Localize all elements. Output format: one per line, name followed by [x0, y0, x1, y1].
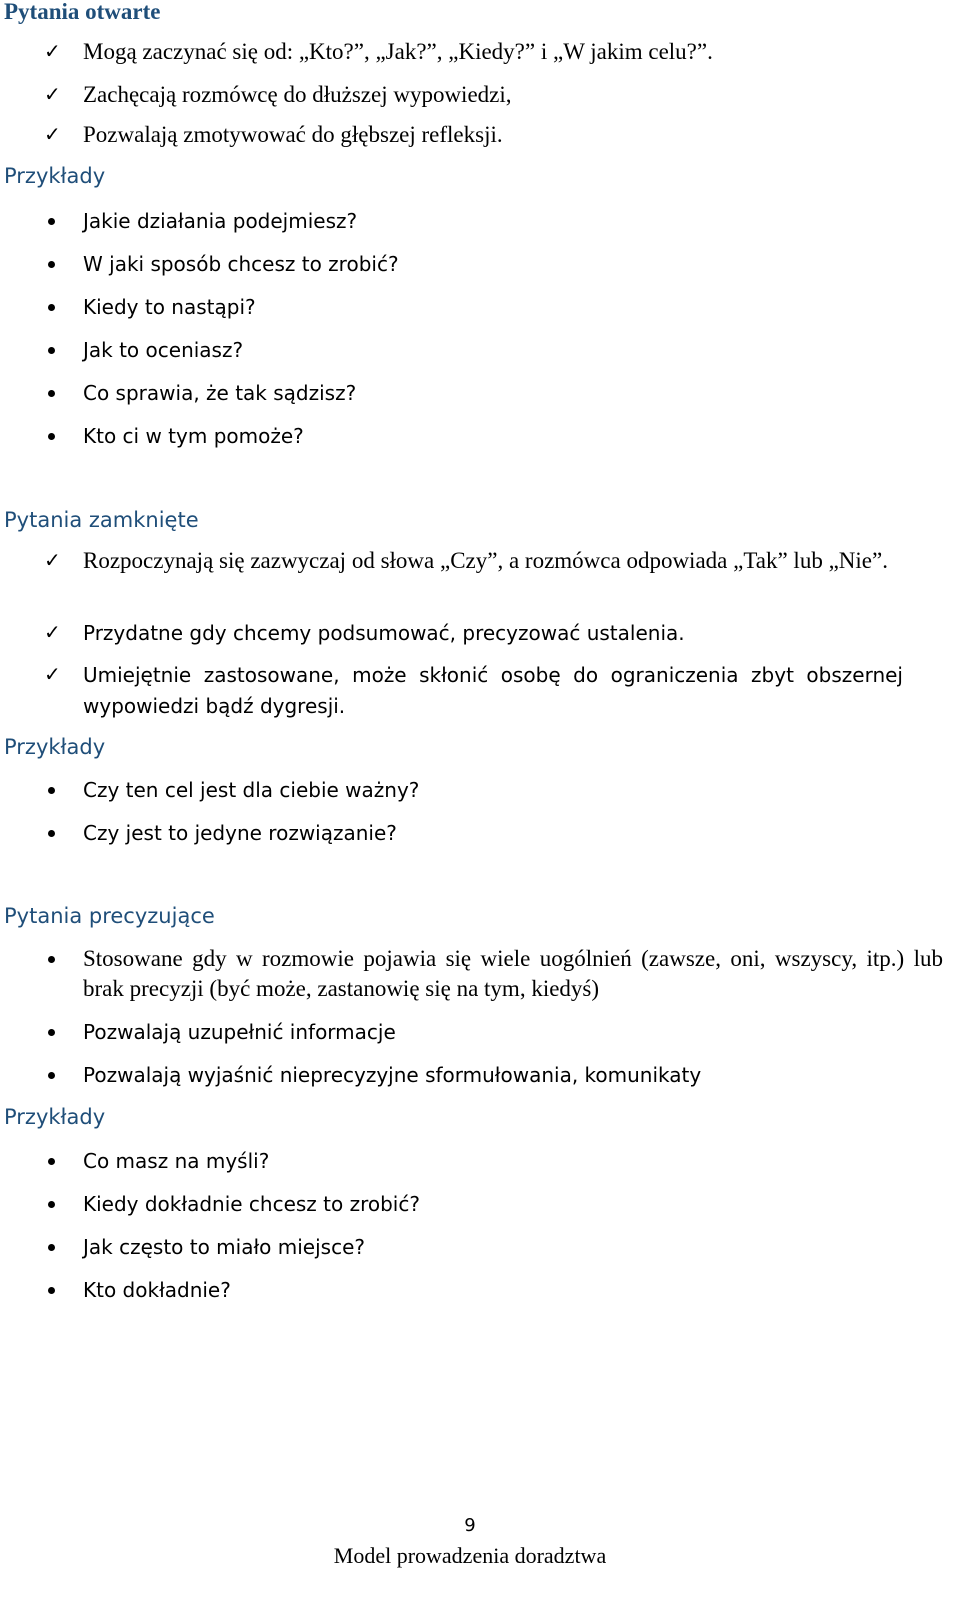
bullet-icon: [48, 956, 55, 963]
list-item-text: Przydatne gdy chcemy podsumować, precyzować ustalenia.: [83, 621, 685, 645]
examples-heading: Przykłady: [4, 164, 106, 188]
checkmark-icon: ✓: [44, 662, 61, 686]
bullet-icon: [48, 1072, 55, 1079]
bullet-icon: [48, 1158, 55, 1165]
list-item-text: Zachęcają rozmówcę do dłuższej wypowiedzi,: [83, 82, 512, 107]
checkmark-icon: ✓: [44, 548, 61, 572]
list-item-text: Jak często to miało miejsce?: [83, 1235, 365, 1259]
bullet-icon: [48, 304, 55, 311]
bullet-icon: [48, 433, 55, 440]
bullet-icon: [48, 1287, 55, 1294]
page-number: 9: [464, 1515, 476, 1536]
list-item-text: Kto ci w tym pomoże?: [83, 424, 304, 448]
list-item-text: Mogą zaczynać się od: „Kto?”, „Jak?”, „Kiedy?” i „W jakim celu?”.: [83, 39, 713, 64]
footer-title: Model prowadzenia doradztwa: [333, 1543, 607, 1568]
list-item-text: Pozwalają zmotywować do głębszej refleksji.: [83, 122, 503, 147]
list-item-text: Co masz na myśli?: [83, 1149, 270, 1173]
list-item-text: Co sprawia, że tak sądzisz?: [83, 381, 357, 405]
checkmark-icon: ✓: [44, 82, 61, 106]
bullet-icon: [48, 1244, 55, 1251]
bullet-icon: [48, 830, 55, 837]
list-item-text: Jakie działania podejmiesz?: [83, 209, 358, 233]
examples-heading: Przykłady: [4, 1105, 106, 1129]
bullet-icon: [48, 1029, 55, 1036]
bullet-icon: [48, 787, 55, 794]
list-item-text: Jak to oceniasz?: [83, 338, 244, 362]
checkmark-icon: ✓: [44, 39, 61, 63]
list-item-text: Kiedy to nastąpi?: [83, 295, 256, 319]
list-item-text: Pozwalają wyjaśnić nieprecyzyjne sformułowania, komunikaty: [83, 1063, 702, 1087]
list-item-text: Pozwalają uzupełnić informacje: [83, 1020, 396, 1044]
section-heading-clarifying-questions: Pytania precyzujące: [4, 904, 215, 928]
list-item-text: Rozpoczynają się zazwyczaj od słowa „Czy”, a rozmówca odpowiada „Tak” lub „Nie”.: [83, 548, 888, 573]
bullet-icon: [48, 347, 55, 354]
section-heading-closed-questions: Pytania zamknięte: [4, 508, 199, 532]
list-item-text: Czy jest to jedyne rozwiązanie?: [83, 821, 397, 845]
list-item-text: Kto dokładnie?: [83, 1278, 231, 1302]
list-item-text: Kiedy dokładnie chcesz to zrobić?: [83, 1192, 420, 1216]
checkmark-icon: ✓: [44, 122, 61, 146]
bullet-icon: [48, 390, 55, 397]
section-heading-open-questions: Pytania otwarte: [4, 0, 161, 24]
checkmark-icon: ✓: [44, 620, 61, 644]
examples-heading: Przykłady: [4, 735, 106, 759]
list-item-text: Stosowane gdy w rozmowie pojawia się wiele uogólnień (zawsze, oni, wszyscy, itp.) lub brak precyzji (być może, zastanowię się na tym, kiedyś): [83, 946, 943, 1001]
list-item-text: Umiejętnie zastosowane, może skłonić osobę do ograniczenia zbyt obszernej wypowiedzi bądź dygresji.: [83, 663, 903, 718]
bullet-icon: [48, 1201, 55, 1208]
list-item-text: Czy ten cel jest dla ciebie ważny?: [83, 778, 420, 802]
bullet-icon: [48, 218, 55, 225]
list-item-text: W jaki sposób chcesz to zrobić?: [83, 252, 399, 276]
bullet-icon: [48, 261, 55, 268]
